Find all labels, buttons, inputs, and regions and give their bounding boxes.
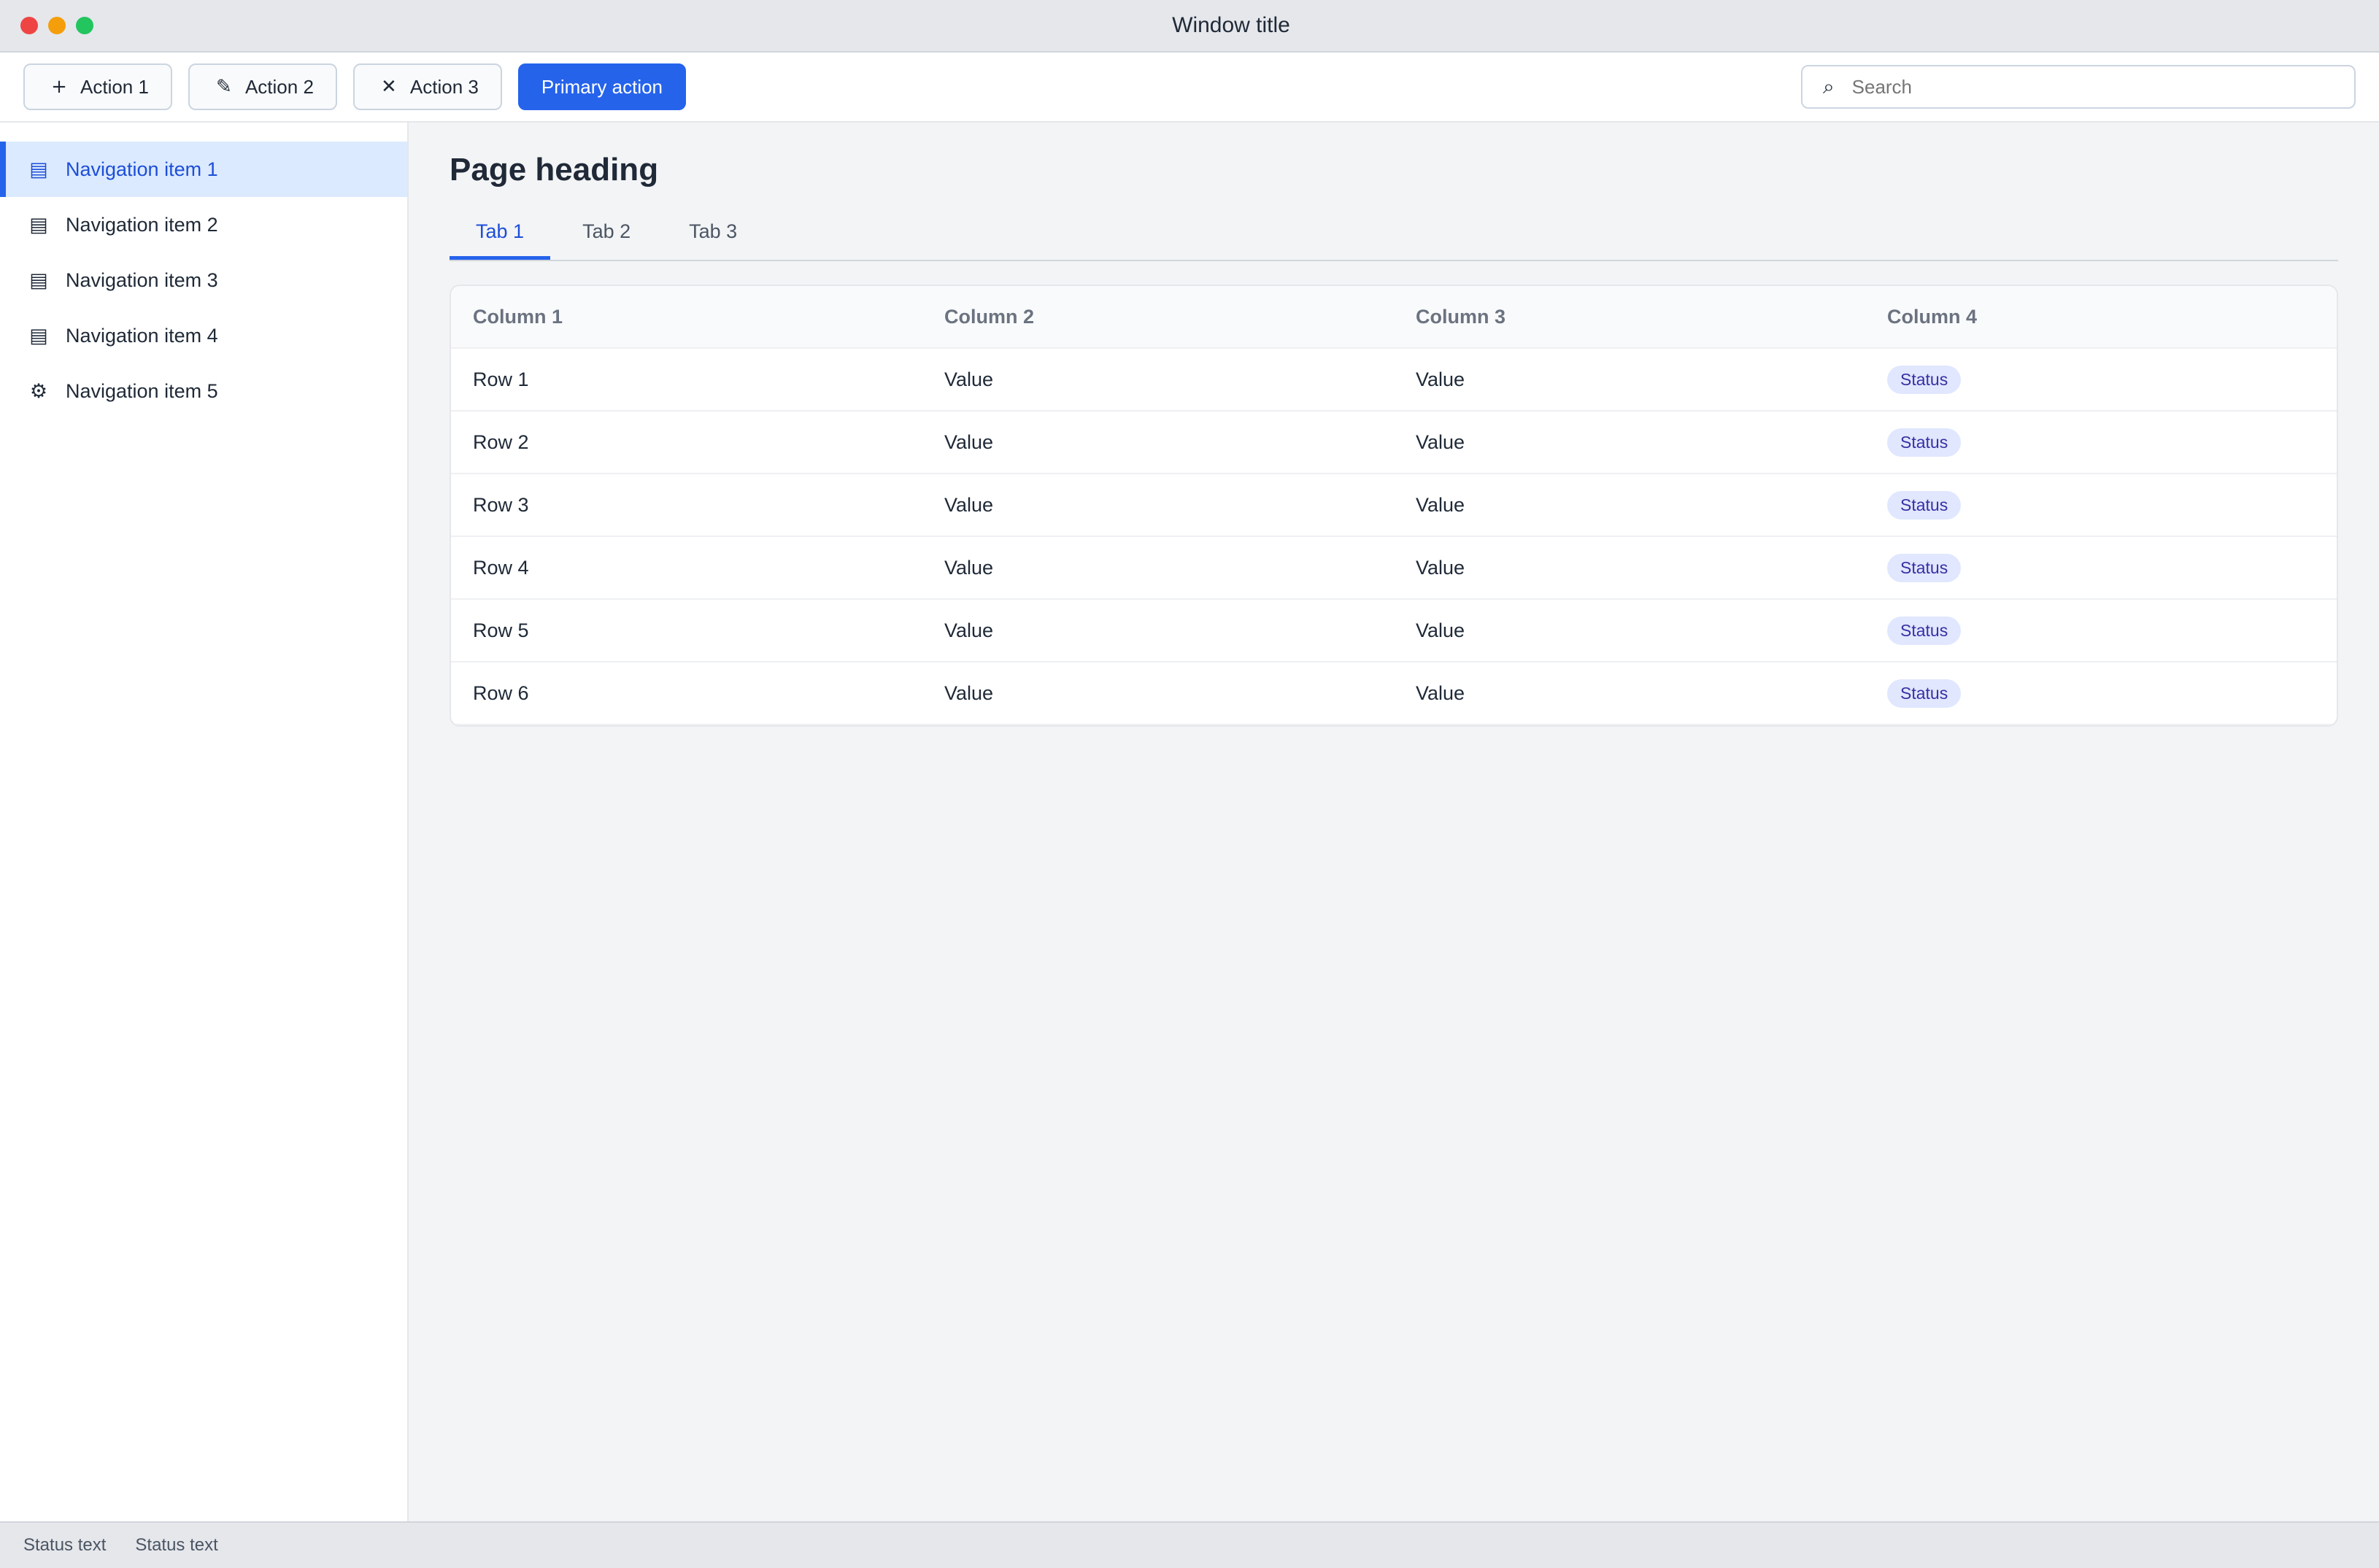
status-badge: Status [1887, 554, 1961, 582]
minimize-window-button[interactable] [48, 17, 66, 34]
data-table [451, 286, 2337, 725]
toolbar-button-3[interactable] [353, 63, 502, 110]
primary-button-label: Primary action [541, 75, 663, 98]
page-title: Page heading [450, 152, 659, 188]
sidebar-item-3[interactable] [0, 252, 407, 308]
table-cell: Row 4 [451, 536, 922, 599]
folder-icon: ▤ [29, 324, 48, 347]
sidebar [0, 123, 409, 1521]
table-cell: Value [922, 411, 1394, 474]
trash-icon: ✕ [381, 76, 397, 98]
plus-icon: + [51, 76, 67, 98]
table-cell: Row 6 [451, 662, 922, 725]
table-row[interactable] [451, 536, 2337, 599]
folder-icon: ▤ [29, 158, 48, 181]
table-cell: Row 3 [451, 474, 922, 536]
toolbar-button-2[interactable] [188, 63, 337, 110]
status-bar [0, 1521, 2379, 1568]
table-cell: Value [1394, 662, 1865, 725]
sidebar-item-label: Navigation item 1 [66, 158, 218, 180]
toolbar-button-label: Action 2 [244, 75, 314, 98]
gear-icon: ⚙ [29, 379, 48, 403]
table-row[interactable] [451, 662, 2337, 725]
table-cell [1865, 662, 2337, 725]
tab-1[interactable]: Tab 1 [450, 207, 550, 260]
table-cell [1865, 411, 2337, 474]
main-panel [409, 123, 2379, 1521]
toolbar-button-label: Action 1 [80, 75, 149, 98]
sidebar-item-1[interactable] [0, 142, 407, 197]
status-text-right: Status text [135, 1535, 218, 1555]
sidebar-item-4[interactable] [0, 308, 407, 363]
status-badge: Status [1887, 679, 1961, 708]
table-cell: Value [1394, 599, 1865, 662]
sidebar-item-label: Navigation item 5 [66, 379, 218, 402]
search-input[interactable] [1851, 75, 2340, 99]
status-text-left: Status text [23, 1535, 107, 1555]
status-badge: Status [1887, 428, 1961, 457]
status-badge: Status [1887, 491, 1961, 520]
table-cell: Value [1394, 348, 1865, 411]
table-cell [1865, 474, 2337, 536]
column-header[interactable]: Column 4 [1865, 286, 2337, 348]
content-area [0, 123, 2379, 1521]
tab-2[interactable]: Tab 2 [582, 220, 631, 242]
sidebar-item-5[interactable] [0, 363, 407, 419]
folder-icon: ▤ [29, 269, 48, 292]
column-header[interactable]: Column 3 [1394, 286, 1865, 348]
table-cell [1865, 536, 2337, 599]
table-cell: Value [922, 474, 1394, 536]
table-cell: Value [922, 348, 1394, 411]
table-row[interactable] [451, 411, 2337, 474]
table-cell: Row 5 [451, 599, 922, 662]
table-cell: Row 1 [451, 348, 922, 411]
toolbar-button-1[interactable] [23, 63, 172, 110]
table-row[interactable] [451, 348, 2337, 411]
table-cell [1865, 599, 2337, 662]
status-badge: Status [1887, 617, 1961, 645]
table-cell: Value [1394, 411, 1865, 474]
tab-3[interactable]: Tab 3 [689, 220, 738, 242]
column-header[interactable]: Column 2 [922, 286, 1394, 348]
tab-bar [450, 207, 2338, 261]
title-bar [0, 0, 2379, 53]
window-title: Window title [1172, 13, 1290, 37]
column-header[interactable]: Column 1 [451, 286, 922, 348]
edit-icon: ✎ [216, 76, 232, 98]
search-icon: ⌕ [1822, 74, 1835, 99]
sidebar-item-2[interactable] [0, 197, 407, 252]
table-cell: Value [1394, 536, 1865, 599]
table-row[interactable] [451, 474, 2337, 536]
table-row[interactable] [451, 599, 2337, 662]
table-cell: Value [922, 662, 1394, 725]
primary-button[interactable] [518, 63, 686, 110]
table-cell: Value [922, 599, 1394, 662]
table-cell: Value [1394, 474, 1865, 536]
toolbar-button-label: Action 3 [409, 75, 479, 98]
table-cell [1865, 348, 2337, 411]
status-badge: Status [1887, 366, 1961, 394]
table-cell: Row 2 [451, 411, 922, 474]
sidebar-item-label: Navigation item 2 [66, 213, 218, 236]
toolbar [0, 53, 2379, 123]
folder-icon: ▤ [29, 213, 48, 236]
data-table-card [450, 285, 2338, 727]
search-box[interactable] [1801, 65, 2356, 109]
sidebar-item-label: Navigation item 4 [66, 324, 218, 347]
table-header-row [451, 286, 2337, 348]
table-cell: Value [922, 536, 1394, 599]
maximize-window-button[interactable] [76, 17, 93, 34]
close-window-button[interactable] [20, 17, 38, 34]
sidebar-item-label: Navigation item 3 [66, 269, 218, 291]
